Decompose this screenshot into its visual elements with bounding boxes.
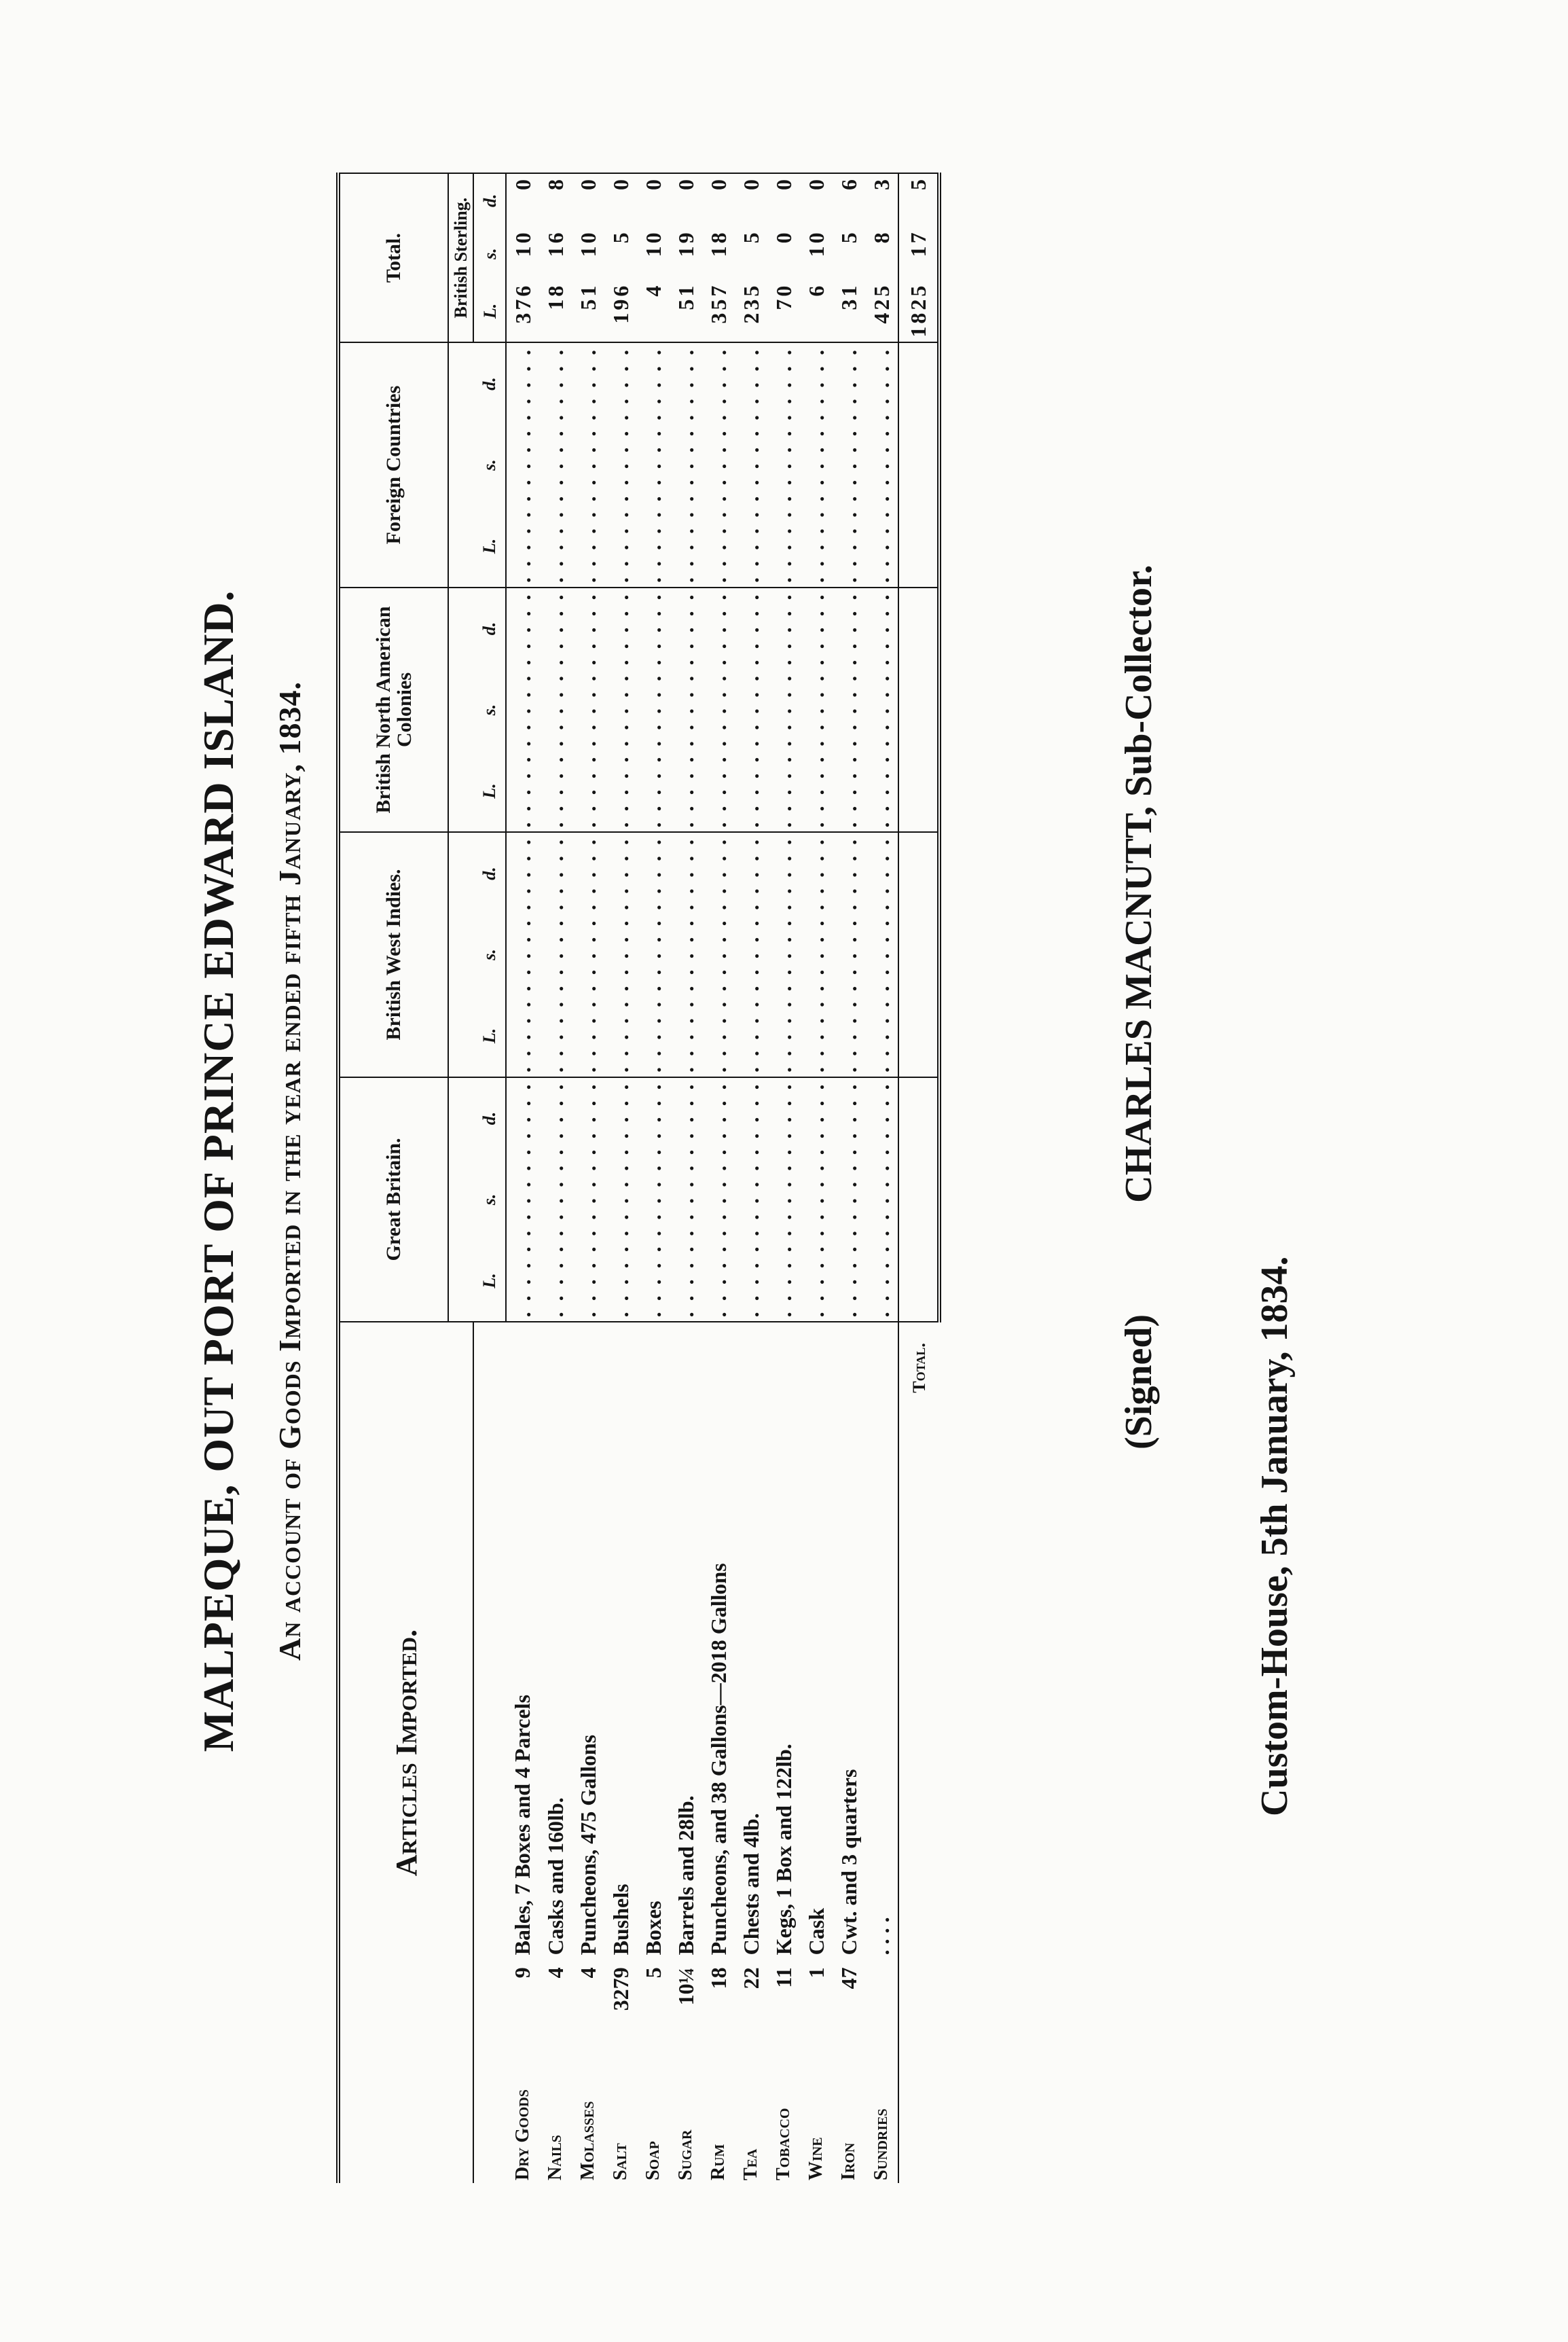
empty-dots: . . . . .: [604, 505, 637, 588]
article-description: Casks and 160lb.: [543, 1797, 568, 1956]
empty-dots: . . . . .: [702, 751, 735, 833]
empty-dots: . . . . .: [673, 673, 698, 746]
sterling-header: British Sterling.: [448, 173, 473, 342]
empty-dots: . . . . .: [771, 918, 796, 992]
total-shillings: 18: [706, 230, 731, 257]
empty-dots: . . . . .: [767, 505, 800, 588]
empty-dots: . . . . .: [836, 347, 861, 421]
empty-dots: . . . . .: [572, 1240, 604, 1322]
north-america-header: British North American Colonies: [338, 588, 448, 832]
empty-dots: . . . . .: [543, 673, 568, 746]
empty-dots: . . . . .: [771, 347, 796, 421]
total-pounds: 376: [506, 281, 539, 343]
table-row: [572, 173, 604, 2183]
article-quantity: 5: [640, 1967, 666, 1979]
empty-dots: . . . . .: [865, 751, 898, 833]
total-shillings: 16: [543, 230, 568, 257]
empty-dots: . . . . .: [833, 1240, 865, 1322]
empty-dots: . . . . .: [833, 995, 865, 1077]
article-quantity: 3279: [608, 1967, 633, 2011]
signed-label: (Signed): [1117, 1314, 1160, 1449]
empty-dots: . . . . .: [706, 1081, 731, 1155]
foreign-header: Foreign Countries: [338, 342, 448, 587]
total-shillings: 10: [510, 230, 535, 257]
empty-dots: . . . . .: [800, 505, 833, 588]
empty-dots: . . . . .: [510, 592, 535, 666]
empty-dots: . . . . .: [637, 995, 670, 1077]
empty-dots: . . . . .: [575, 673, 600, 746]
empty-dots: . . . . .: [803, 918, 828, 992]
total-pounds: 6: [800, 281, 833, 343]
empty-dots: . . . . .: [604, 751, 637, 833]
table-row: [539, 173, 572, 2183]
gb-shillings-header: s.: [473, 1159, 506, 1240]
signatory: CHARLES MACNUTT, Sub-Collector.: [1117, 564, 1160, 1203]
na-pence-header: d.: [473, 588, 506, 670]
empty-dots: . . . . .: [771, 1162, 796, 1236]
empty-dots: . . . . .: [640, 673, 666, 746]
empty-dots: . . . . .: [510, 836, 535, 910]
empty-dots: . . . . .: [608, 428, 633, 502]
empty-dots: . . . . .: [572, 505, 604, 588]
article-name: Tobacco: [772, 2108, 794, 2180]
empty-dots: . . . . .: [836, 1162, 861, 1236]
empty-dots: . . . . .: [771, 673, 796, 746]
total-shillings: 5: [836, 230, 861, 244]
empty-dots: . . . . .: [640, 918, 666, 992]
total-shillings-header: s.: [473, 227, 506, 280]
empty-dots: . . . . .: [836, 428, 861, 502]
article-description: Cask: [803, 1908, 828, 1956]
total-pounds: 235: [735, 281, 767, 343]
total-pounds: 196: [604, 281, 637, 343]
table-row: [637, 173, 670, 2183]
total-shillings: 5: [738, 230, 763, 244]
empty-dots: . . . . .: [865, 425, 898, 505]
gb-pence-header: d.: [473, 1077, 506, 1159]
empty-dots: . . . . .: [543, 1162, 568, 1236]
empty-dots: . . . . .: [738, 673, 763, 746]
total-pence: 0: [604, 173, 637, 227]
table-row: [702, 173, 735, 2183]
empty-dots: . . . . .: [833, 751, 865, 833]
empty-dots: . . . . .: [543, 836, 568, 910]
article-name: Nails: [544, 2135, 566, 2180]
grand-total-shillings: 17: [898, 227, 939, 280]
signature-line: [1117, 564, 1161, 1449]
rotated-page: [194, 159, 1375, 2183]
empty-dots: . . . . .: [836, 918, 861, 992]
empty-dots: . . . . .: [800, 1240, 833, 1322]
empty-dots: . . . . .: [865, 505, 898, 588]
empty-dots: . . . . .: [575, 1081, 600, 1155]
na-pounds-header: L.: [473, 751, 506, 833]
empty-dots: . . . . .: [539, 1240, 572, 1322]
table-row: [833, 173, 865, 2183]
empty-dots: . . . . .: [735, 751, 767, 833]
total-pence: 0: [767, 173, 800, 227]
empty-dots: . . . . .: [572, 751, 604, 833]
empty-dots: . . . . .: [803, 673, 828, 746]
total-pence: 0: [506, 173, 539, 227]
table-row: [604, 173, 637, 2183]
total-pence: 0: [637, 173, 670, 227]
empty-dots: . . . . .: [865, 914, 898, 995]
total-pence: 8: [539, 173, 572, 227]
empty-dots: . . . . .: [865, 669, 898, 750]
empty-dots: . . . . .: [637, 1240, 670, 1322]
empty-dots: . . . . .: [608, 347, 633, 421]
article-description: Kegs, 1 Box and 122lb.: [771, 1744, 796, 1956]
empty-dots: . . . . .: [670, 1240, 702, 1322]
empty-dots: . . . . .: [865, 1077, 898, 1159]
empty-dots: . . . . .: [506, 995, 539, 1077]
empty-dots: . . . . .: [738, 428, 763, 502]
document-subtitle: An account of Goods Imported in the year ended fifth January, 1834.: [272, 681, 307, 1661]
empty-dots: . . . . .: [543, 1081, 568, 1155]
empty-dots: . . . . .: [833, 505, 865, 588]
empty-dots: . . . . .: [510, 1081, 535, 1155]
article-name: Rum: [707, 2144, 729, 2180]
empty-dots: . . . . .: [706, 673, 731, 746]
total-pence: 0: [800, 173, 833, 227]
empty-dots: . . . . .: [539, 751, 572, 833]
document-title: MALPEQUE, OUT PORT OF PRINCE EDWARD ISLAND.: [194, 590, 242, 1752]
wi-pounds-header: L.: [473, 995, 506, 1077]
total-shillings: 19: [673, 230, 698, 257]
table-row: [865, 173, 898, 2183]
total-label: Total.: [909, 1343, 929, 1393]
total-pounds: 4: [637, 281, 670, 343]
empty-dots: . . . . .: [572, 995, 604, 1077]
empty-dots: . . . . .: [771, 836, 796, 910]
empty-dots: . . . . .: [771, 592, 796, 666]
empty-dots: . . . . .: [800, 751, 833, 833]
empty-dots: . . . . .: [608, 1162, 633, 1236]
place-date: Custom-House, 5th January, 1834.: [1253, 1256, 1296, 1816]
total-shillings: 10: [575, 230, 600, 257]
article-name: Salt: [609, 2143, 631, 2180]
empty-dots: . . . . .: [673, 1081, 698, 1155]
empty-dots: . . . . .: [608, 836, 633, 910]
table-row: [506, 173, 539, 2183]
empty-dots: . . . . .: [539, 505, 572, 588]
empty-dots: . . . . .: [575, 1162, 600, 1236]
article-name: Molasses: [577, 2101, 598, 2180]
empty-dots: . . . . .: [803, 1081, 828, 1155]
empty-dots: . . . . .: [771, 1081, 796, 1155]
empty-dots: . . . . .: [706, 836, 731, 910]
empty-dots: . . . . .: [543, 918, 568, 992]
empty-dots: . . . . .: [510, 918, 535, 992]
article-quantity: 1: [803, 1967, 828, 1979]
article-name: Iron: [837, 2142, 859, 2180]
empty-dots: . . . . .: [543, 428, 568, 502]
empty-dots: . . . . .: [604, 1240, 637, 1322]
empty-dots: . . . . .: [506, 505, 539, 588]
empty-dots: . . . . .: [836, 836, 861, 910]
article-description: Puncheons, 475 Gallons: [575, 1734, 600, 1956]
empty-dots: . . . . .: [640, 1162, 666, 1236]
total-pounds: 70: [767, 281, 800, 343]
empty-dots: . . . . .: [865, 588, 898, 670]
empty-dots: . . . . .: [836, 592, 861, 666]
grand-total-pounds: 1825: [898, 281, 939, 343]
total-pence: 6: [833, 173, 865, 227]
article-quantity: 47: [836, 1967, 861, 1989]
table-row: [800, 173, 833, 2183]
empty-dots: . . . . .: [543, 347, 568, 421]
gb-pounds-header: L.: [473, 1240, 506, 1322]
empty-dots: . . . . .: [771, 428, 796, 502]
articles-header: Articles Imported.: [338, 1322, 473, 2183]
empty-dots: . . . . .: [637, 505, 670, 588]
empty-dots: . . . . .: [608, 918, 633, 992]
total-pounds-header: L.: [473, 281, 506, 343]
empty-dots: . . . . .: [510, 347, 535, 421]
total-shillings: 10: [640, 230, 666, 257]
empty-dots: . . . . .: [608, 592, 633, 666]
empty-dots: . . . . .: [575, 836, 600, 910]
article-name: Sugar: [674, 2129, 696, 2180]
empty-dots: . . . . .: [706, 592, 731, 666]
total-pounds: 31: [833, 281, 865, 343]
article-name: Sundries: [865, 2038, 898, 2183]
empty-dots: . . . . .: [702, 505, 735, 588]
article-description: Bales, 7 Boxes and 4 Parcels: [509, 1694, 534, 1956]
table-row: [670, 173, 702, 2183]
empty-dots: . . . . .: [640, 1081, 666, 1155]
empty-dots: . . . . .: [673, 918, 698, 992]
empty-dots: . . . . .: [803, 428, 828, 502]
empty-dots: . . . . .: [706, 918, 731, 992]
empty-dots: . . . . .: [735, 1240, 767, 1322]
total-pence-header: d.: [473, 173, 506, 227]
empty-dots: . . . . .: [865, 832, 898, 914]
empty-dots: . . . . .: [575, 347, 600, 421]
empty-dots: . . . . .: [735, 505, 767, 588]
article-quantity: 22: [738, 1967, 763, 1989]
article-description: . . . .: [865, 1322, 898, 1958]
fc-shillings-header: s.: [473, 425, 506, 505]
total-shillings: 5: [608, 230, 633, 244]
empty-dots: . . . . .: [539, 995, 572, 1077]
empty-dots: . . . . .: [640, 428, 666, 502]
empty-dots: . . . . .: [738, 347, 763, 421]
empty-dots: . . . . .: [575, 918, 600, 992]
total-header: Total.: [338, 173, 448, 342]
empty-dots: . . . . .: [510, 1162, 535, 1236]
empty-dots: . . . . .: [706, 1162, 731, 1236]
article-description: Barrels and 28lb.: [673, 1795, 698, 1956]
article-description: Cwt. and 3 quarters: [836, 1769, 861, 1956]
empty-dots: . . . . .: [803, 1162, 828, 1236]
article-quantity: [865, 1958, 898, 2037]
article-description: Boxes: [640, 1900, 666, 1956]
total-pence: 3: [865, 173, 898, 227]
great-britain-header: Great Britain.: [338, 1077, 448, 1322]
empty-dots: . . . . .: [510, 673, 535, 746]
empty-dots: . . . . .: [608, 673, 633, 746]
wi-pence-header: d.: [473, 832, 506, 914]
empty-dots: . . . . .: [640, 347, 666, 421]
empty-dots: . . . . .: [575, 428, 600, 502]
na-shillings-header: s.: [473, 669, 506, 750]
empty-dots: . . . . .: [738, 1081, 763, 1155]
empty-dots: . . . . .: [575, 592, 600, 666]
empty-dots: . . . . .: [865, 1240, 898, 1322]
empty-dots: . . . . .: [738, 918, 763, 992]
article-quantity: 10¼: [673, 1967, 698, 2006]
empty-dots: . . . . .: [673, 836, 698, 910]
total-pence: 0: [572, 173, 604, 227]
article-name: Tea: [740, 2148, 761, 2180]
empty-dots: . . . . .: [670, 751, 702, 833]
empty-dots: . . . . .: [865, 1159, 898, 1240]
article-name: Wine: [805, 2137, 826, 2180]
empty-dots: . . . . .: [706, 347, 731, 421]
empty-dots: . . . . .: [670, 995, 702, 1077]
article-quantity: 11: [771, 1967, 796, 1988]
empty-dots: . . . . .: [608, 1081, 633, 1155]
total-pounds: 51: [572, 281, 604, 343]
empty-dots: . . . . .: [836, 673, 861, 746]
empty-dots: . . . . .: [800, 995, 833, 1077]
empty-dots: . . . . .: [767, 995, 800, 1077]
article-description: Bushels: [608, 1884, 633, 1956]
article-quantity: 9: [509, 1967, 534, 1979]
empty-dots: . . . . .: [738, 836, 763, 910]
empty-dots: . . . . .: [510, 428, 535, 502]
empty-dots: . . . . .: [673, 1162, 698, 1236]
empty-dots: . . . . .: [673, 592, 698, 666]
empty-dots: . . . . .: [673, 347, 698, 421]
empty-dots: . . . . .: [803, 836, 828, 910]
empty-dots: . . . . .: [865, 995, 898, 1077]
total-pence: 0: [735, 173, 767, 227]
empty-dots: . . . . .: [506, 1240, 539, 1322]
fc-pounds-header: L.: [473, 505, 506, 588]
total-pounds: 425: [865, 281, 898, 343]
article-description: Puncheons, and 38 Gallons—2018 Gallons: [706, 1563, 731, 1956]
empty-dots: . . . . .: [506, 751, 539, 833]
empty-dots: . . . . .: [670, 505, 702, 588]
empty-dots: . . . . .: [803, 592, 828, 666]
empty-dots: . . . . .: [865, 342, 898, 425]
article-name: Dry Goods: [511, 2089, 533, 2180]
grand-total-pence: 5: [898, 173, 939, 227]
total-pence: 0: [702, 173, 735, 227]
table-row: [735, 173, 767, 2183]
article-quantity: 18: [706, 1967, 731, 1989]
article-quantity: 4: [543, 1967, 568, 1979]
empty-dots: . . . . .: [735, 995, 767, 1077]
empty-dots: . . . . .: [673, 428, 698, 502]
empty-dots: . . . . .: [702, 1240, 735, 1322]
empty-dots: . . . . .: [543, 592, 568, 666]
empty-dots: . . . . .: [706, 428, 731, 502]
total-pounds: 357: [702, 281, 735, 343]
empty-dots: . . . . .: [836, 1081, 861, 1155]
total-shillings: 10: [803, 230, 828, 257]
total-pounds: 18: [539, 281, 572, 343]
empty-dots: . . . . .: [767, 1240, 800, 1322]
empty-dots: . . . . .: [640, 836, 666, 910]
article-name: Soap: [642, 2141, 663, 2180]
empty-dots: . . . . .: [803, 347, 828, 421]
empty-dots: . . . . .: [738, 592, 763, 666]
wi-shillings-header: s.: [473, 914, 506, 995]
article-quantity: 4: [575, 1967, 600, 1979]
empty-dots: . . . . .: [738, 1162, 763, 1236]
empty-dots: . . . . .: [604, 995, 637, 1077]
west-indies-header: British West Indies.: [338, 832, 448, 1077]
empty-dots: . . . . .: [767, 751, 800, 833]
empty-dots: . . . . .: [637, 751, 670, 833]
table-row: [767, 173, 800, 2183]
imports-table: [336, 173, 941, 2183]
total-pence: 0: [670, 173, 702, 227]
empty-dots: . . . . .: [640, 592, 666, 666]
total-shillings: 8: [865, 227, 898, 280]
total-pounds: 51: [670, 281, 702, 343]
article-description: Chests and 4lb.: [738, 1813, 763, 1956]
fc-pence-header: d.: [473, 342, 506, 425]
total-shillings: 0: [771, 230, 796, 244]
empty-dots: . . . . .: [702, 995, 735, 1077]
